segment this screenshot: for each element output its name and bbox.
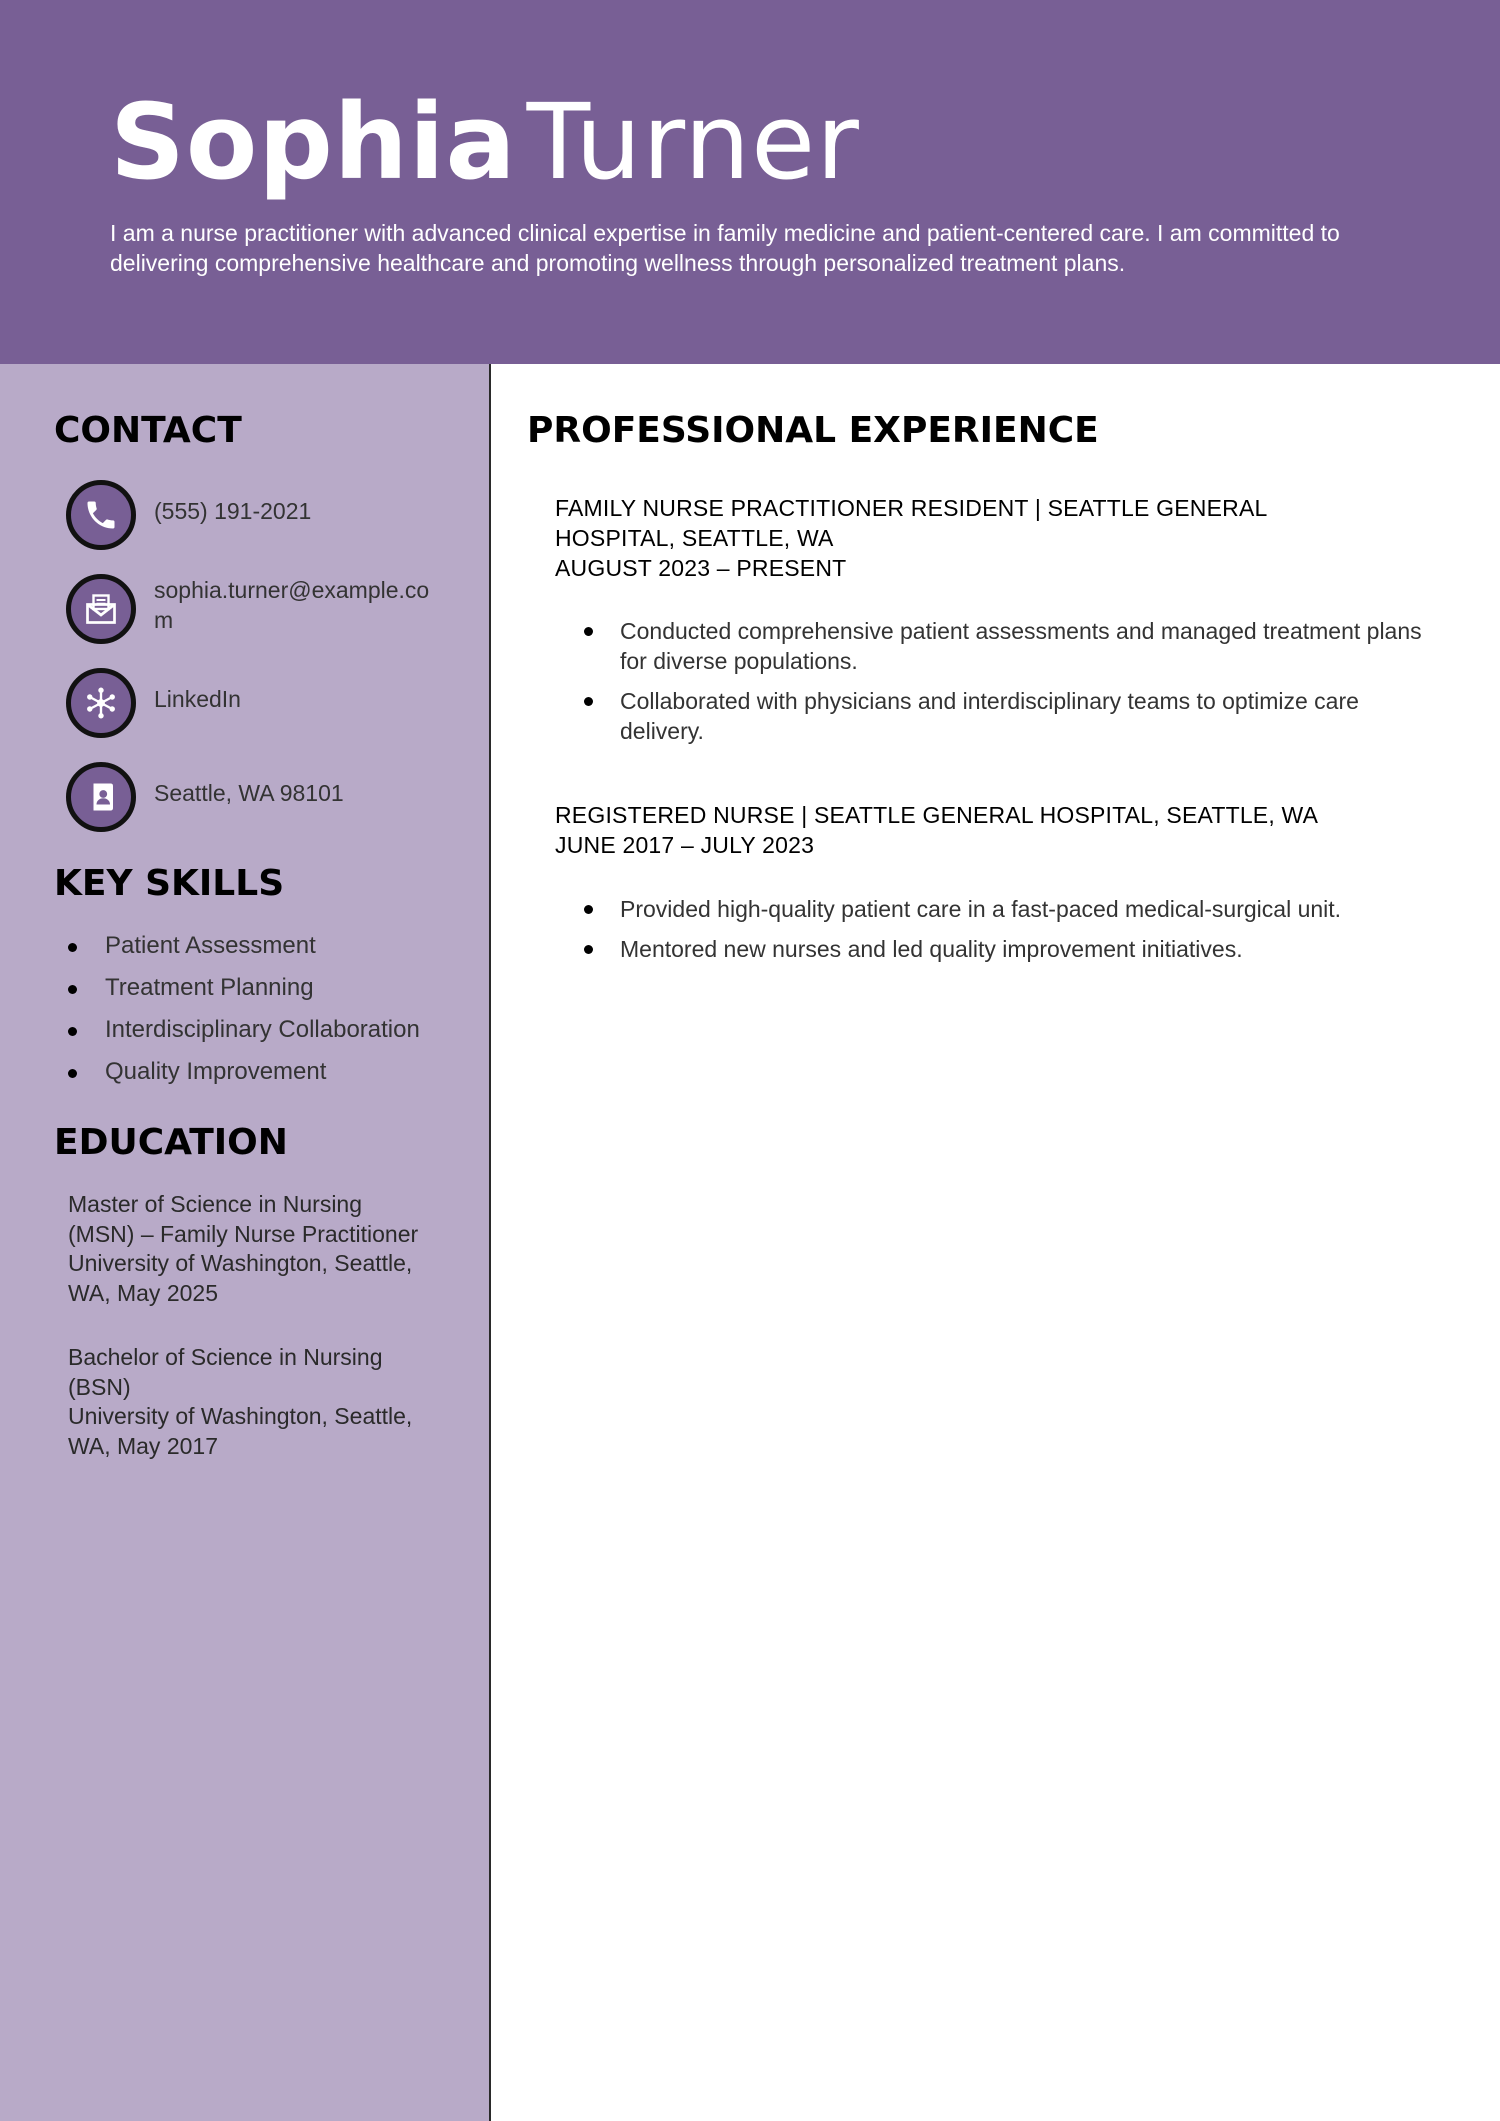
skill-item: Interdisciplinary Collaboration: [54, 1009, 420, 1051]
degree-line: Bachelor of Science in Nursing: [68, 1344, 383, 1370]
profile-summary: I am a nurse practitioner with advanced clinical expertise in family medicine and patient-centered care. I am committed to delivering comprehensive healthcare and promoting wellness through personalized treatment plans.: [110, 220, 1340, 276]
skills-heading: KEY SKILLS: [54, 863, 285, 904]
phone-icon: [66, 480, 136, 550]
phone-text[interactable]: (555) 191-2021: [154, 498, 312, 524]
school-line: University of Washington, Seattle,: [68, 1250, 413, 1276]
skill-item: Treatment Planning: [54, 967, 420, 1009]
column-divider: [489, 364, 491, 2121]
degree-line: (MSN) – Family Nurse Practitioner: [68, 1220, 419, 1247]
job-bullet: Mentored new nurses and led quality improvement initiatives.: [555, 934, 1435, 964]
email-icon: [66, 574, 136, 644]
job-bullet: Provided high-quality patient care in a fast-paced medical-surgical unit.: [555, 894, 1435, 924]
school-line: WA, May 2017: [68, 1432, 218, 1459]
job-title-line: REGISTERED NURSE | SEATTLE GENERAL HOSPITAL, SEATTLE, WA: [555, 802, 1319, 828]
job-dates: JUNE 2017 – JULY 2023: [555, 832, 815, 858]
education-heading: EDUCATION: [54, 1122, 288, 1163]
job-header: [555, 493, 1435, 583]
candidate-name: [110, 82, 860, 202]
education-entry: [68, 1190, 448, 1308]
email-text[interactable]: sophia.turner@example.com: [154, 577, 430, 633]
skill-item: Patient Assessment: [54, 925, 420, 967]
degree-line: Master of Science in Nursing: [68, 1191, 363, 1217]
job-bullet: Conducted comprehensive patient assessments and managed treatment plans for diverse populations.: [555, 616, 1435, 676]
job-title-line: FAMILY NURSE PRACTITIONER RESIDENT | SEATTLE GENERAL: [555, 495, 1268, 521]
last-name: Turner: [526, 81, 860, 203]
linkedin-link[interactable]: LinkedIn: [154, 686, 241, 712]
contact-heading: CONTACT: [54, 410, 242, 451]
location-text: Seattle, WA 98101: [154, 780, 344, 806]
job-title-line: HOSPITAL, SEATTLE, WA: [555, 525, 834, 551]
job-header: [555, 800, 1435, 860]
network-icon: [66, 668, 136, 738]
address-book-icon: [66, 762, 136, 832]
job-bullet: Collaborated with physicians and interdisciplinary teams to optimize care delivery.: [555, 686, 1435, 746]
job-dates: AUGUST 2023 – PRESENT: [555, 555, 847, 581]
degree-line: (BSN): [68, 1373, 131, 1400]
school-line: WA, May 2025: [68, 1279, 218, 1306]
skills-list: [54, 925, 420, 1093]
skill-item: Quality Improvement: [54, 1051, 420, 1093]
job-bullets: [555, 616, 1435, 756]
resume-header: [0, 0, 1500, 364]
experience-heading: PROFESSIONAL EXPERIENCE: [527, 410, 1099, 451]
education-entry: [68, 1343, 448, 1461]
first-name: Sophia: [110, 81, 517, 203]
school-line: University of Washington, Seattle,: [68, 1403, 413, 1429]
job-bullets: [555, 894, 1435, 974]
